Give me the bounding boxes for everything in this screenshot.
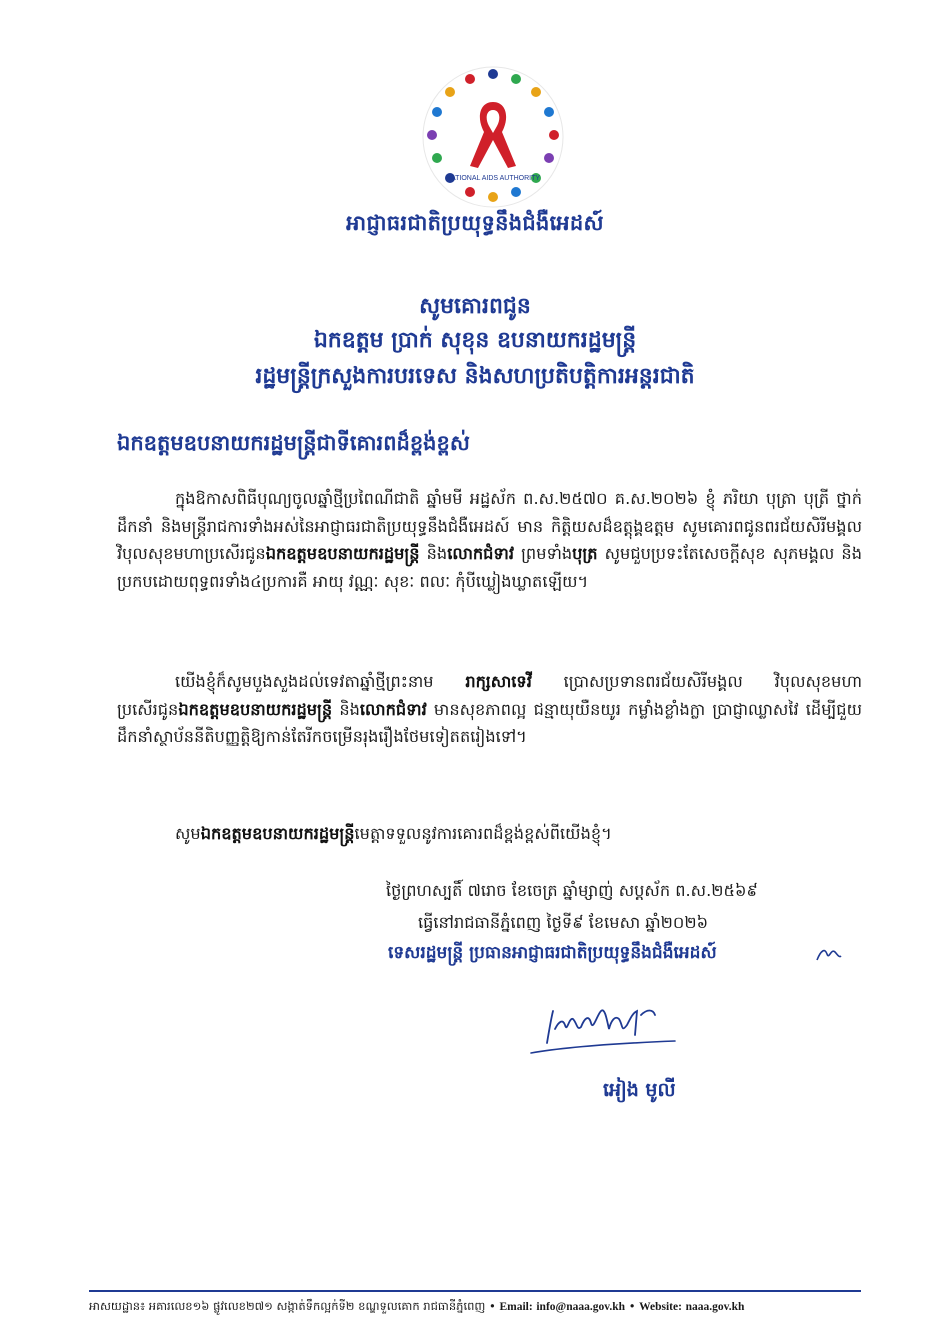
body-paragraph-2 (117, 668, 862, 751)
footer-bullet: • (628, 1299, 636, 1313)
paragraph-text: សូម (175, 824, 201, 843)
paragraph-emphasis: ឯកឧត្តមឧបនាយករដ្ឋមន្ត្រី (178, 699, 333, 719)
paragraph-text: មេត្តាទទួលនូវការគោរពដ៏ខ្ពង់ខ្ពស់ពីយើងខ្ញុំ។ (354, 824, 612, 843)
paragraph-text: ក្នុងឱកាសពិធីបុណ្យចូលឆ្នាំថ្មីប្រពៃណីជាតិ ឆ្នាំមមី អដ្ឋស័ក ព.ស.២៥៧០ គ.ស.២០២៦ ខ្ញុំ ភរិយា បុត្រា បុត្រី ថ្នាក់ដឹកនាំ និងមន្ត្រីរាជការទាំងអស់នៃអាជ្ញាធរជាតិប្រយុទ្ធនឹងជំងឺអេដស៍ មាន កិត្តិយសដ៏ឧត្តុង្គឧត្តម សូមគោរពជូនពរជ័យសិរីមង្គលវិបុលសុខមហាប្រសើរជូន (117, 489, 862, 563)
date-lunar: ថ្ងៃព្រហស្បតិ៍ ៧រោច ខែចេត្រ ឆ្នាំម្សាញ់ សប្តស័ក ព.ស.២៥៦៩ (386, 881, 758, 900)
paragraph-text: មានសុខភាពល្អ ជន្មាយុយឺនយូរ កម្លាំងខ្លាំងក្លា ប្រាជ្ញាឈ្លាសវៃ ដើម្បីជួយដឹកនាំស្ថាប័ននីតិបញ្ញត្តិឱ្យកាន់តែរីកចម្រើនរុងរឿងថែមទៀតតរៀងទៅ។ (117, 699, 862, 746)
addressee-position: រដ្ឋមន្ត្រីក្រសួងការបរទេស និងសហប្រតិបត្តិការអន្តរជាតិ (255, 364, 695, 389)
paragraph-emphasis: ឯកឧត្តមឧបនាយករដ្ឋមន្ត្រី (200, 824, 355, 843)
paragraph-text: ប្រោសប្រទានពរជ័យសិរីមង្គល វិបុលសុខមហាប្រសើរជូន (117, 672, 862, 719)
date-solar: ធ្វើនៅរាជធានីភ្នំពេញ ថ្ងៃទី៩ ខែមេសា ឆ្នាំ២០២៦ (418, 913, 709, 932)
paragraph-text: សូមជួបប្រទះតែសេចក្តីសុខ សុភមង្គល និងប្រកបដោយពុទ្ធពរទាំង៤ប្រការគឺ អាយុ វណ្ណៈ សុខៈ ពលៈ កុំបីឃ្លៀងឃ្លាតឡើយ។ (117, 544, 862, 591)
footer-bullet: • (489, 1299, 496, 1313)
paragraph-text: និង (419, 544, 448, 563)
logo-text: NATIONAL AIDS AUTHORITY (445, 175, 541, 182)
footer-email-label: Email: (499, 1301, 533, 1313)
paragraph-text: និង (332, 699, 360, 719)
paragraph-text: ព្រមទាំង (513, 544, 573, 563)
body-paragraph-1 (117, 485, 862, 595)
footer-website[interactable]: naaa.gov.kh (685, 1301, 745, 1313)
handwritten-signature (525, 995, 685, 1065)
footer-divider (89, 1290, 861, 1292)
paragraph-text: យើងខ្ញុំក៏សូមបួងសួងដល់ទេវតាឆ្នាំថ្មីព្រះនាម (175, 672, 466, 691)
paragraph-emphasis: រាក្សសាទេវី (465, 672, 532, 691)
paragraph-emphasis: លោកជំទាវ (359, 699, 427, 719)
signer-title: ទេសរដ្ឋមន្ត្រី ប្រធានអាជ្ញាធរជាតិប្រយុទ្ធនឹងជំងឺអេដស៍ (388, 943, 717, 963)
footer-email[interactable]: info@naaa.gov.kh (536, 1301, 626, 1313)
signer-name: អៀង មូលី (603, 1079, 676, 1101)
footer-website-label: Website: (639, 1301, 682, 1313)
body-paragraph-3 (117, 820, 862, 848)
footer-address: អាសយដ្ឋាន៖ អគារលេខ១៦ ផ្លូវលេខ២៧១ សង្កាត់ទឹកល្អក់ទី២ ខណ្ឌទួលគោក រាជធានីភ្នំពេញ (89, 1299, 486, 1313)
footer (89, 1299, 861, 1316)
national-aids-authority-logo (418, 62, 568, 212)
initial-mark-icon (815, 944, 843, 966)
addressee-greeting: សូមគោរពជូន (419, 294, 531, 319)
paragraph-emphasis: បុត្រ (572, 544, 598, 563)
organization-title: អាជ្ញាធរជាតិប្រយុទ្ធនឹងជំងឺអេដស៍ (346, 211, 604, 235)
paragraph-emphasis: ឯកឧត្តមឧបនាយករដ្ឋមន្ត្រី (265, 544, 420, 563)
salutation: ឯកឧត្តមឧបនាយករដ្ឋមន្ត្រីជាទីគោរពដ៏ខ្ពង់ខ្ពស់ (117, 431, 470, 455)
addressee-name: ឯកឧត្តម ប្រាក់ សុខុន ឧបនាយករដ្ឋមន្ត្រី (313, 328, 637, 353)
paragraph-emphasis: លោកជំទាវ (447, 544, 514, 563)
